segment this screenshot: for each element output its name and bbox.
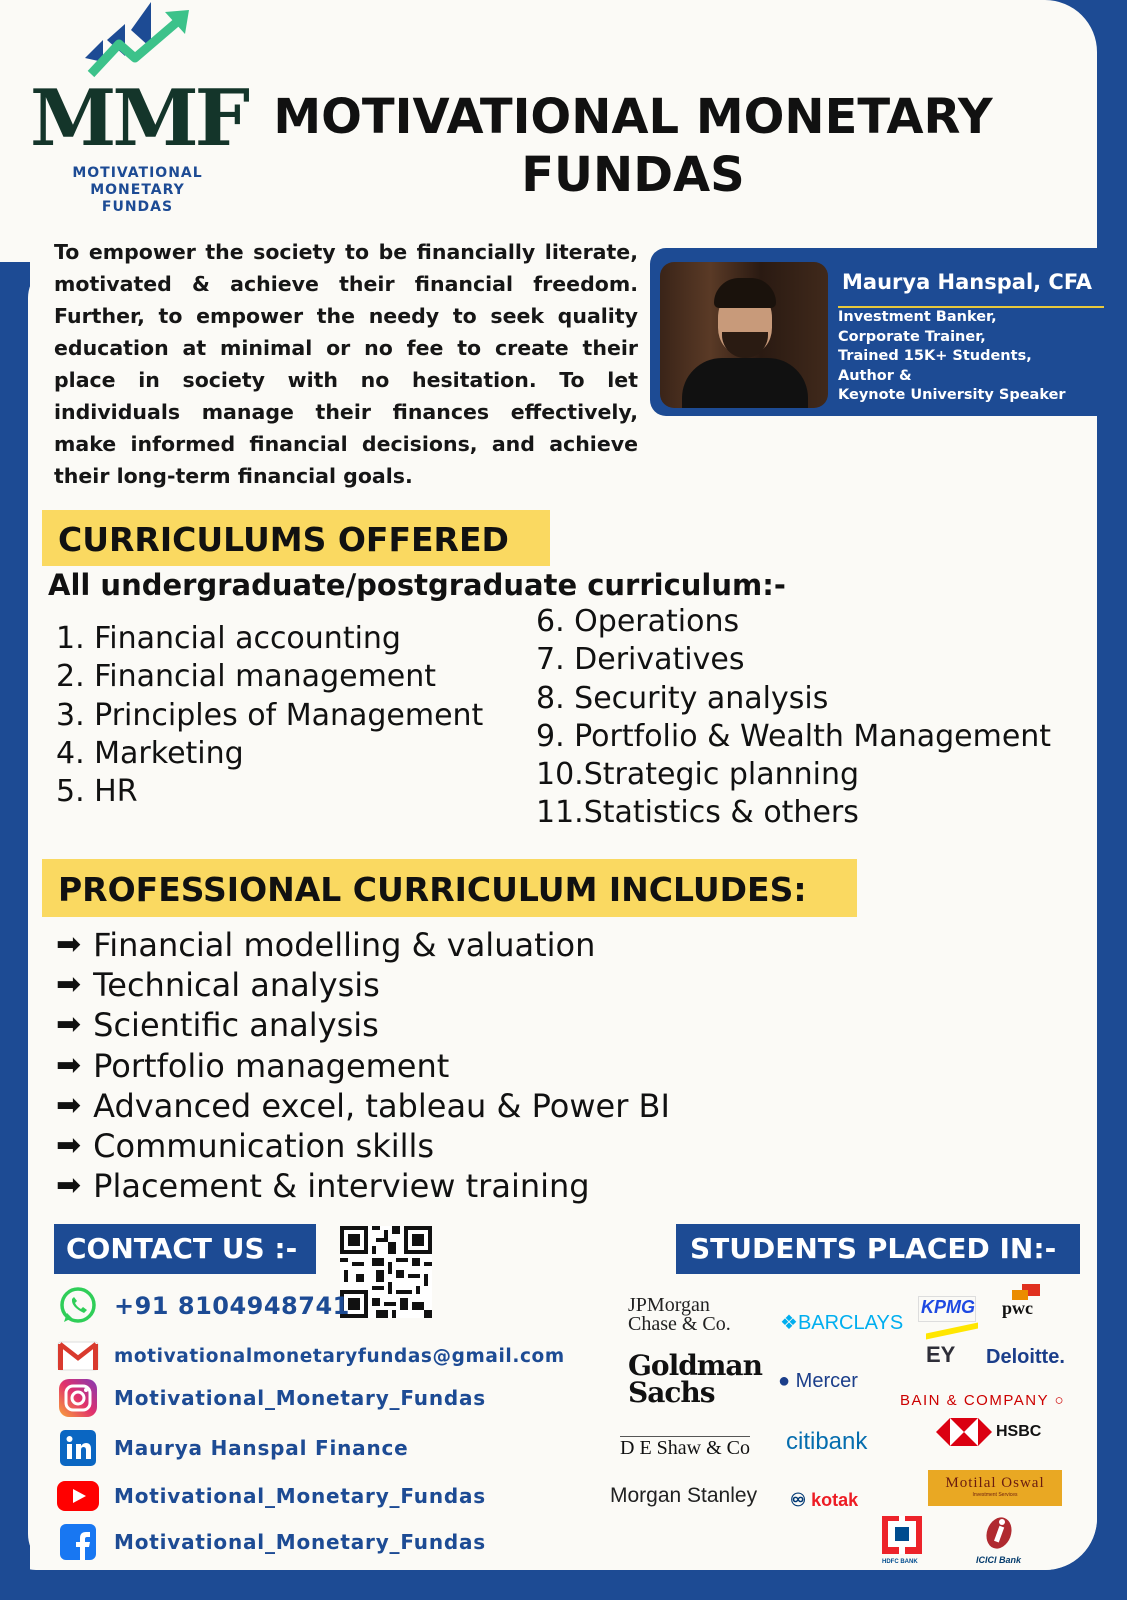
arrow-right-icon: ➡ [56,1128,82,1164]
list-item: ➡ Placement & interview training [56,1167,590,1206]
logo-deshaw: D E Shaw & Co [620,1437,750,1459]
list-item: ➡ Technical analysis [56,966,380,1005]
profile-photo [660,262,828,408]
arrow-right-icon: ➡ [56,927,82,962]
qr-code[interactable] [340,1226,432,1318]
placed-heading: STUDENTS PLACED IN:- [676,1224,1080,1274]
curriculum-subheading: All undergraduate/postgraduate curriculum:- [48,568,786,602]
curriculum-list-right [536,603,1051,833]
instagram-icon [56,1378,100,1418]
logo-icici: ICICI Bank [976,1516,1021,1565]
list-item: ➡ Financial modelling & valuation [56,926,596,964]
list-item: ➡ Portfolio management [56,1046,450,1085]
logo-goldman-sachs: Goldman Sachs [628,1349,762,1409]
kotak-icon: ♾ [790,1490,807,1510]
youtube-icon [56,1476,100,1516]
list-item: 5. HR [56,774,138,810]
logo-kotak: ♾ kotak [790,1490,859,1510]
growth-chart-icon [85,0,195,82]
instagram-handle: Motivational_Monetary_Fundas [114,1386,486,1410]
professional-heading: PROFESSIONAL CURRICULUM INCLUDES: [42,859,857,917]
logo-deloitte: Deloitte. [986,1346,1065,1368]
logo-citibank: citibank [786,1428,868,1455]
logo-kpmg: KPMG [918,1296,976,1322]
hsbc-hexagon-icon [936,1418,992,1446]
list-item: 6. Operations [536,604,740,639]
profile-roles: Investment Banker, Corporate Trainer, Trained 15K+ Students, Author & Keynote University Speaker [838,309,1066,403]
list-item: ➡ Scientific analysis [56,1006,379,1045]
contact-phone[interactable] [56,1286,350,1326]
logo-mercer: ● Mercer [778,1370,858,1392]
mission-statement: To empower the society to be financially literate, motivated & achieve their financial freedom. Further, to empower the needy to seek quality education at minimal or no fee to create their place in society with no hesitation. To let individuals manage their finances effectively, make informed financial decisions, and achieve their long-term financial goals. [54,240,638,488]
eagle-icon: ❖ [780,1312,798,1334]
icici-icon [981,1516,1017,1550]
page-title: MOTIVATIONAL MONETARY FUNDAS [273,89,993,203]
list-item: 10.Strategic planning [536,757,860,793]
list-item: 7. Derivatives [536,642,745,678]
list-item: 1. Financial accounting [56,621,401,656]
list-item: 4. Marketing [56,735,244,771]
gmail-icon [56,1336,100,1376]
contact-email[interactable] [56,1336,565,1376]
phone-number: +91 8104948741 [114,1292,350,1320]
list-item: ➡ Advanced excel, tableau & Power BI [56,1086,670,1125]
mercer-icon: ● [778,1370,791,1392]
arrow-right-icon: ➡ [56,1007,82,1043]
contact-instagram[interactable] [56,1378,486,1418]
list-item: 11.Statistics & others [536,795,859,831]
contact-linkedin[interactable] [56,1428,409,1468]
curriculum-heading: CURRICULUMS OFFERED [42,510,550,566]
logo-subtitle: MOTIVATIONAL MONETARY FUNDAS [72,165,203,215]
contact-youtube[interactable] [56,1476,486,1516]
logo-barclays: ❖BARCLAYS [780,1312,904,1334]
linkedin-icon [56,1428,100,1468]
bain-icon: ○ [1054,1392,1066,1409]
logo-morgan-stanley: Morgan Stanley [610,1484,758,1507]
contact-facebook[interactable] [56,1522,486,1562]
facebook-page: Motivational_Monetary_Fundas [114,1530,486,1554]
arrow-right-icon: ➡ [56,1087,82,1123]
linkedin-page: Maurya Hanspal Finance [114,1436,409,1460]
curriculum-list-left [56,620,483,811]
arrow-right-icon: ➡ [56,1047,82,1083]
logo-jpmorgan: JPMorgan Chase & Co. [628,1294,731,1335]
list-item: 3. Principles of Management [56,697,484,733]
contact-heading: CONTACT US :- [54,1224,316,1274]
logo-motilal-oswal: Motilal Oswal Investment Services [928,1470,1062,1506]
logo-wordmark: MMF [30,73,247,164]
youtube-channel: Motivational_Monetary_Fundas [114,1484,486,1508]
facebook-icon [56,1522,100,1562]
logo-bain: BAIN & COMPANY ○ [900,1392,1066,1409]
professional-list [56,925,670,1206]
arrow-right-icon: ➡ [56,1168,82,1204]
mmf-logo [30,0,245,220]
list-item: 9. Portfolio & Wealth Management [536,718,1052,754]
profile-name: Maurya Hanspal, CFA [842,270,1093,294]
list-item: 2. Financial management [56,659,437,695]
logo-hsbc: HSBC [936,1418,1041,1446]
arrow-right-icon: ➡ [56,967,82,1003]
hdfc-square-icon [882,1516,922,1554]
email-address: motivationalmonetaryfundas@gmail.com [114,1345,565,1367]
list-item: ➡ Communication skills [56,1127,435,1166]
whatsapp-icon [56,1286,100,1326]
left-border [0,262,30,1600]
logo-hdfc: HDFC BANK [882,1516,922,1565]
list-item: 8. Security analysis [536,680,829,716]
